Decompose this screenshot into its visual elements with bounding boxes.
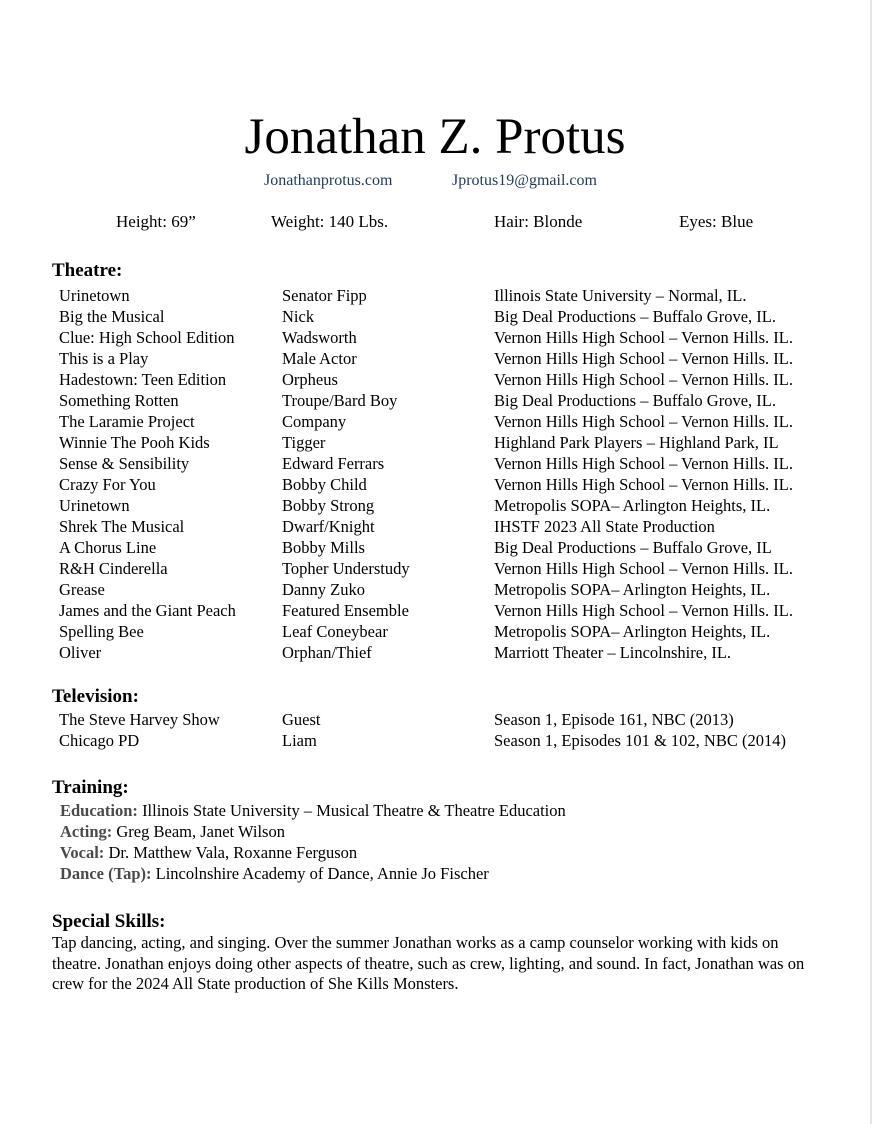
credit-role: Dwarf/Knight (282, 517, 375, 536)
credit-role: Bobby Child (282, 475, 367, 494)
credit-title: Grease (59, 580, 105, 599)
credit-role: Featured Ensemble (282, 601, 409, 620)
training-value: Illinois State University – Musical Theatre & Theatre Education (142, 801, 566, 820)
credit-title: Big the Musical (59, 307, 165, 326)
credit-row (0, 709, 870, 730)
training-heading: Training: (52, 777, 129, 798)
credit-role: Wadsworth (282, 328, 357, 347)
credit-title: Urinetown (59, 496, 130, 515)
credit-role: Male Actor (282, 349, 357, 368)
credit-role: Company (282, 412, 347, 431)
stat-eyes: Eyes: Blue (679, 212, 754, 231)
credit-role: Bobby Strong (282, 496, 375, 515)
credit-row (0, 348, 870, 369)
credit-venue: Highland Park Players – Highland Park, IL (494, 433, 779, 452)
credit-row (0, 432, 870, 453)
training-item (60, 842, 357, 863)
credit-role: Guest (282, 710, 321, 729)
credit-title: Urinetown (59, 286, 130, 305)
credit-title: This is a Play (59, 349, 149, 368)
credit-venue: Season 1, Episode 161, NBC (2013) (494, 710, 734, 729)
credit-venue: Vernon Hills High School – Vernon Hills. IL. (494, 349, 793, 368)
credit-role: Liam (282, 731, 317, 750)
credit-title: Clue: High School Edition (59, 328, 235, 347)
credit-venue: Metropolis SOPA– Arlington Heights, IL. (494, 622, 771, 641)
credit-title: Spelling Bee (59, 622, 144, 641)
resume-name: Jonathan Z. Protus (244, 109, 626, 165)
credit-title: Crazy For You (59, 475, 156, 494)
credit-title: Shrek The Musical (59, 517, 185, 536)
credit-venue: Marriott Theater – Lincolnshire, IL. (494, 643, 732, 662)
credit-venue: Big Deal Productions – Buffalo Grove, IL. (494, 391, 776, 410)
credit-role: Tigger (282, 433, 326, 452)
credit-venue: Vernon Hills High School – Vernon Hills. IL. (494, 412, 793, 431)
credit-venue: Vernon Hills High School – Vernon Hills. IL. (494, 328, 793, 347)
credit-title: The Laramie Project (59, 412, 195, 431)
credit-row (0, 327, 870, 348)
credit-role: Danny Zuko (282, 580, 365, 599)
stat-height: Height: 69” (116, 212, 196, 231)
credit-title: Oliver (59, 643, 102, 662)
credit-row (0, 642, 870, 663)
credit-row (0, 411, 870, 432)
credit-title: Something Rotten (59, 391, 179, 410)
training-label: Education: (60, 801, 138, 820)
credit-venue: IHSTF 2023 All State Production (494, 517, 715, 536)
credit-row (0, 285, 870, 306)
credit-title: R&H Cinderella (59, 559, 168, 578)
credit-role: Troupe/Bard Boy (282, 391, 398, 410)
credit-role: Nick (282, 307, 315, 326)
credit-row (0, 621, 870, 642)
television-heading: Television: (52, 686, 139, 707)
credit-row (0, 730, 870, 751)
credit-venue: Metropolis SOPA– Arlington Heights, IL. (494, 496, 771, 515)
credit-venue: Vernon Hills High School – Vernon Hills. IL. (494, 475, 793, 494)
skills-text: Tap dancing, acting, and singing. Over the summer Jonathan works as a camp counselor working with kids on theatre. Jonathan enjoys doing other aspects of theatre, such as crew, lighting, and sound. In fact, Jonathan was on crew for the 2024 All State production of She Kills Monsters. (52, 933, 805, 993)
credit-row (0, 516, 870, 537)
credit-venue: Vernon Hills High School – Vernon Hills. IL. (494, 370, 793, 389)
credit-row (0, 369, 870, 390)
credit-row (0, 453, 870, 474)
training-item (60, 821, 285, 842)
credit-title: The Steve Harvey Show (59, 710, 220, 729)
credit-role: Leaf Coneybear (282, 622, 388, 641)
credit-role: Topher Understudy (282, 559, 410, 578)
training-label: Acting: (60, 822, 113, 841)
training-item (60, 800, 566, 821)
credit-venue: Big Deal Productions – Buffalo Grove, IL (494, 538, 772, 557)
credit-title: Sense & Sensibility (59, 454, 190, 473)
credit-role: Bobby Mills (282, 538, 365, 557)
training-value: Lincolnshire Academy of Dance, Annie Jo Fischer (155, 864, 489, 883)
credit-title: Chicago PD (59, 731, 140, 750)
credit-row (0, 600, 870, 621)
credit-title: Hadestown: Teen Edition (59, 370, 227, 389)
training-value: Dr. Matthew Vala, Roxanne Ferguson (108, 843, 358, 862)
credit-venue: Illinois State University – Normal, IL. (494, 286, 747, 305)
credit-row (0, 558, 870, 579)
website-link[interactable]: Jonathanprotus.com (264, 172, 393, 189)
credit-title: James and the Giant Peach (59, 601, 236, 620)
credit-title: Winnie The Pooh Kids (59, 433, 210, 452)
email-link[interactable]: Jprotus19@gmail.com (452, 172, 597, 189)
credit-venue: Big Deal Productions – Buffalo Grove, IL. (494, 307, 776, 326)
credit-venue: Vernon Hills High School – Vernon Hills. IL. (494, 559, 793, 578)
training-value: Greg Beam, Janet Wilson (116, 822, 285, 841)
credit-row (0, 390, 870, 411)
credit-row (0, 537, 870, 558)
credit-row (0, 306, 870, 327)
credit-role: Orphan/Thief (282, 643, 372, 662)
television-credits (0, 709, 870, 751)
credit-venue: Metropolis SOPA– Arlington Heights, IL. (494, 580, 771, 599)
training-item (60, 863, 489, 884)
credit-row (0, 474, 870, 495)
training-label: Dance (Tap): (60, 864, 152, 883)
credit-role: Senator Fipp (282, 286, 367, 305)
credit-title: A Chorus Line (59, 538, 157, 557)
stat-weight: Weight: 140 Lbs. (271, 212, 389, 231)
skills-heading: Special Skills: (52, 911, 166, 932)
credit-role: Edward Ferrars (282, 454, 385, 473)
credit-venue: Vernon Hills High School – Vernon Hills. IL. (494, 454, 793, 473)
theatre-credits (0, 285, 870, 663)
stat-hair: Hair: Blonde (494, 212, 583, 231)
theatre-heading: Theatre: (52, 260, 123, 281)
credit-venue: Vernon Hills High School – Vernon Hills. IL. (494, 601, 793, 620)
credit-row (0, 579, 870, 600)
credit-row (0, 495, 870, 516)
training-label: Vocal: (60, 843, 105, 862)
credit-role: Orpheus (282, 370, 338, 389)
credit-venue: Season 1, Episodes 101 & 102, NBC (2014) (494, 731, 786, 750)
